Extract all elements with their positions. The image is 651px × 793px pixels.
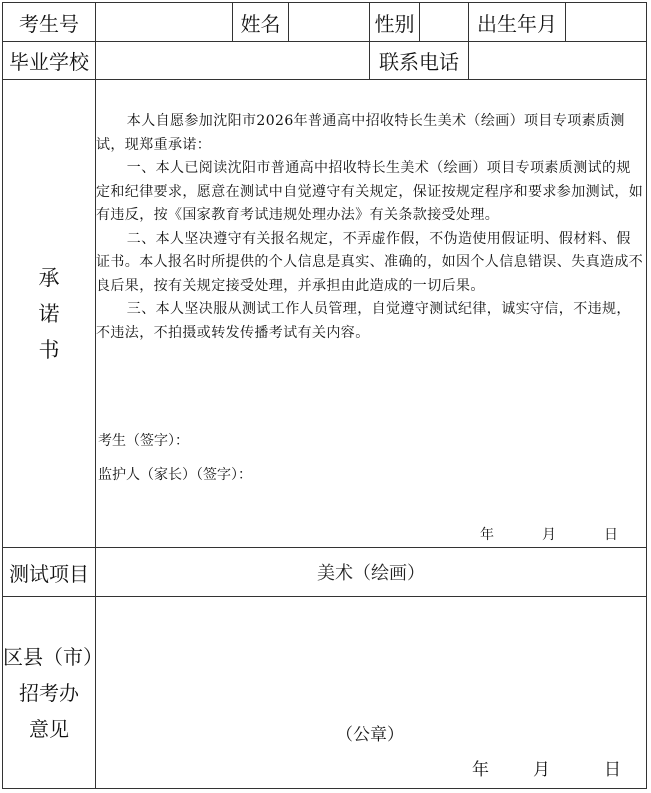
office-opinion-label: 区县（市） 招考办 意见 — [2, 596, 96, 789]
pledge-content — [95, 79, 647, 548]
phone-label: 联系电话 — [369, 41, 469, 80]
gender-field[interactable] — [419, 2, 469, 42]
pledge-item-2: 二、本人坚决遵守有关报名规定，不弄虚作假，不伪造使用假证明、假材料、假证书。本人报名时所提供的个人信息是真实、准确的，如因个人信息错误、失真造成不良后果，按有关规定接受处理，并承担由此造成的一切后果。 — [96, 230, 644, 294]
test-item-label: 测试项目 — [2, 547, 96, 597]
official-seal-label: （公章） — [336, 725, 404, 745]
pledge-intro: 本人自愿参加沈阳市2026年普通高中招收特长生美术（绘画）项目专项素质测试，现郑重承诺： — [96, 113, 625, 153]
birth-date-field[interactable] — [565, 2, 647, 42]
name-field[interactable] — [288, 2, 370, 42]
office-date-year: 年 — [472, 760, 489, 780]
office-opinion-field[interactable] — [95, 596, 647, 789]
office-date-day: 日 — [604, 760, 621, 780]
pledge-item-1: 一、本人已阅读沈阳市普通高中招收特长生美术（绘画）项目专项素质测试的规定和纪律要求，愿意在测试中自觉遵守有关规定，保证按规定程序和要求参加测试，如有违反，按《国家教育考试违规处理办法》有关条款接受处理。 — [96, 160, 644, 223]
test-item-value-cell — [95, 547, 647, 597]
exam-number-label: 考生号 — [2, 2, 96, 42]
gender-label: 性别 — [369, 2, 420, 42]
application-form — [2, 2, 647, 789]
phone-field[interactable] — [468, 41, 647, 80]
birth-date-label: 出生年月 — [468, 2, 566, 42]
name-label: 姓名 — [232, 2, 289, 42]
pledge-item-3: 三、本人坚决服从测试工作人员管理，自觉遵守测试纪律，诚实守信，不违规，不违法，不拍摄或转发传播考试有关内容。 — [96, 301, 631, 341]
exam-number-field[interactable] — [95, 2, 233, 42]
school-field[interactable] — [95, 41, 370, 80]
guardian-signature-label: 监护人（家长）（签字）： — [98, 467, 252, 483]
office-date-month: 月 — [533, 760, 550, 780]
test-item-value: 美术（绘画） — [317, 563, 425, 584]
pledge-date-day: 日 — [604, 527, 618, 543]
pledge-date-month: 月 — [542, 527, 556, 543]
student-signature-label: 考生（签字）： — [98, 433, 189, 449]
school-label: 毕业学校 — [2, 41, 96, 80]
pledge-label: 承 诺 书 — [2, 79, 96, 548]
pledge-text — [96, 110, 646, 345]
pledge-date-year: 年 — [480, 527, 494, 543]
